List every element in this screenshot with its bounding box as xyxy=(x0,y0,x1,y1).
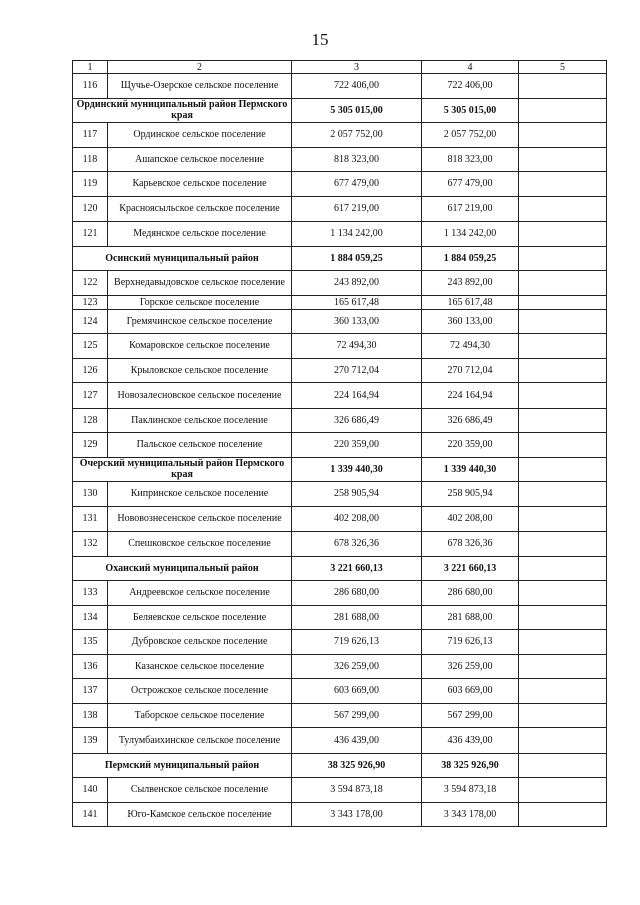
table-row xyxy=(73,802,607,827)
amount-col5 xyxy=(519,482,607,507)
amount-col5 xyxy=(519,383,607,409)
amount-col4: 1 134 242,00 xyxy=(422,222,519,247)
settlement-name: Комаровское сельское поселение xyxy=(108,334,292,359)
settlement-name: Пальское сельское поселение xyxy=(108,433,292,458)
row-number: 117 xyxy=(73,123,108,148)
amount-col3: 224 164,94 xyxy=(292,383,422,409)
amount-col4: 326 259,00 xyxy=(422,654,519,679)
amount-col5 xyxy=(519,172,607,197)
settlement-name: Гремячинское сельское поселение xyxy=(108,309,292,334)
settlement-name: Юго-Камское сельское поселение xyxy=(108,802,292,827)
amount-col4: 243 892,00 xyxy=(422,271,519,296)
amount-col4: 722 406,00 xyxy=(422,74,519,99)
amount-col5 xyxy=(519,581,607,606)
row-number: 135 xyxy=(73,630,108,655)
settlement-name: Крыловское сельское поселение xyxy=(108,358,292,383)
row-number: 118 xyxy=(73,147,108,172)
page-number: 15 xyxy=(311,30,329,49)
column-header: 1 xyxy=(73,61,108,74)
amount-col3: 617 219,00 xyxy=(292,196,422,222)
amount-col4: 38 325 926,90 xyxy=(422,753,519,778)
amount-col3: 72 494,30 xyxy=(292,334,422,359)
settlement-name: Ординское сельское поселение xyxy=(108,123,292,148)
table-row xyxy=(73,309,607,334)
amount-col5 xyxy=(519,98,607,123)
amount-col5 xyxy=(519,679,607,704)
amount-col3: 258 905,94 xyxy=(292,482,422,507)
amount-col3: 567 299,00 xyxy=(292,703,422,728)
table-row xyxy=(73,222,607,247)
table-row xyxy=(73,196,607,222)
amount-col5 xyxy=(519,246,607,271)
amount-col3: 326 686,49 xyxy=(292,408,422,433)
amount-col4: 1 339 440,30 xyxy=(422,457,519,482)
amount-col3: 360 133,00 xyxy=(292,309,422,334)
amount-col5 xyxy=(519,222,607,247)
amount-col5 xyxy=(519,802,607,827)
amount-col5 xyxy=(519,123,607,148)
amount-col5 xyxy=(519,753,607,778)
amount-col3: 678 326,36 xyxy=(292,532,422,557)
amount-col3: 326 259,00 xyxy=(292,654,422,679)
settlement-name: Тулумбаихинское сельское поселение xyxy=(108,728,292,754)
settlement-name: Медянское сельское поселение xyxy=(108,222,292,247)
settlement-name: Горское сельское поселение xyxy=(108,295,292,309)
amount-col3: 818 323,00 xyxy=(292,147,422,172)
budget-table-body xyxy=(73,61,607,827)
table-row xyxy=(73,703,607,728)
table-row xyxy=(73,358,607,383)
table-row xyxy=(73,679,607,704)
amount-col5 xyxy=(519,630,607,655)
amount-col3: 1 339 440,30 xyxy=(292,457,422,482)
row-number: 130 xyxy=(73,482,108,507)
row-number: 116 xyxy=(73,74,108,99)
amount-col4: 5 305 015,00 xyxy=(422,98,519,123)
district-total-row xyxy=(73,753,607,778)
budget-table xyxy=(72,60,607,827)
column-header: 3 xyxy=(292,61,422,74)
amount-col4: 3 221 660,13 xyxy=(422,556,519,581)
amount-col3: 38 325 926,90 xyxy=(292,753,422,778)
row-number: 134 xyxy=(73,605,108,630)
amount-col3: 719 626,13 xyxy=(292,630,422,655)
amount-col5 xyxy=(519,408,607,433)
row-number: 127 xyxy=(73,383,108,409)
table-row xyxy=(73,74,607,99)
district-name: Очерский муниципальный район Пермского края xyxy=(73,457,292,482)
amount-col4: 617 219,00 xyxy=(422,196,519,222)
table-row xyxy=(73,123,607,148)
amount-col3: 3 221 660,13 xyxy=(292,556,422,581)
amount-col3: 286 680,00 xyxy=(292,581,422,606)
row-number: 121 xyxy=(73,222,108,247)
amount-col5 xyxy=(519,271,607,296)
amount-col3: 722 406,00 xyxy=(292,74,422,99)
row-number: 138 xyxy=(73,703,108,728)
amount-col4: 220 359,00 xyxy=(422,433,519,458)
table-header-row xyxy=(73,61,607,74)
row-number: 131 xyxy=(73,506,108,532)
settlement-name: Паклинское сельское поселение xyxy=(108,408,292,433)
amount-col5 xyxy=(519,703,607,728)
amount-col4: 224 164,94 xyxy=(422,383,519,409)
amount-col5 xyxy=(519,506,607,532)
column-header: 2 xyxy=(108,61,292,74)
row-number: 119 xyxy=(73,172,108,197)
table-row xyxy=(73,605,607,630)
amount-col5 xyxy=(519,334,607,359)
settlement-name: Таборское сельское поселение xyxy=(108,703,292,728)
table-row xyxy=(73,482,607,507)
settlement-name: Кипринское сельское поселение xyxy=(108,482,292,507)
amount-col3: 677 479,00 xyxy=(292,172,422,197)
amount-col3: 1 884 059,25 xyxy=(292,246,422,271)
amount-col4: 1 884 059,25 xyxy=(422,246,519,271)
row-number: 124 xyxy=(73,309,108,334)
amount-col3: 5 305 015,00 xyxy=(292,98,422,123)
amount-col4: 678 326,36 xyxy=(422,532,519,557)
table-row xyxy=(73,147,607,172)
table-row xyxy=(73,271,607,296)
amount-col4: 436 439,00 xyxy=(422,728,519,754)
district-total-row xyxy=(73,246,607,271)
row-number: 136 xyxy=(73,654,108,679)
amount-col5 xyxy=(519,147,607,172)
settlement-name: Нововознесенское сельское поселение xyxy=(108,506,292,532)
amount-col3: 3 343 178,00 xyxy=(292,802,422,827)
row-number: 137 xyxy=(73,679,108,704)
table-row xyxy=(73,433,607,458)
table-row xyxy=(73,295,607,309)
row-number: 139 xyxy=(73,728,108,754)
amount-col5 xyxy=(519,457,607,482)
row-number: 126 xyxy=(73,358,108,383)
table-row xyxy=(73,334,607,359)
table-row xyxy=(73,532,607,557)
amount-col4: 3 594 873,18 xyxy=(422,778,519,803)
settlement-name: Спешковское сельское поселение xyxy=(108,532,292,557)
amount-col3: 270 712,04 xyxy=(292,358,422,383)
amount-col3: 220 359,00 xyxy=(292,433,422,458)
district-name: Ординский муниципальный район Пермского края xyxy=(73,98,292,123)
amount-col3: 281 688,00 xyxy=(292,605,422,630)
amount-col3: 1 134 242,00 xyxy=(292,222,422,247)
amount-col4: 603 669,00 xyxy=(422,679,519,704)
district-total-row xyxy=(73,556,607,581)
amount-col5 xyxy=(519,728,607,754)
settlement-name: Сылвенское сельское поселение xyxy=(108,778,292,803)
amount-col5 xyxy=(519,74,607,99)
settlement-name: Ашапское сельское поселение xyxy=(108,147,292,172)
amount-col4: 165 617,48 xyxy=(422,295,519,309)
amount-col4: 286 680,00 xyxy=(422,581,519,606)
row-number: 132 xyxy=(73,532,108,557)
amount-col5 xyxy=(519,654,607,679)
amount-col3: 165 617,48 xyxy=(292,295,422,309)
column-header: 4 xyxy=(422,61,519,74)
settlement-name: Новозалесновское сельское поселение xyxy=(108,383,292,409)
amount-col5 xyxy=(519,309,607,334)
amount-col4: 818 323,00 xyxy=(422,147,519,172)
amount-col5 xyxy=(519,433,607,458)
amount-col4: 2 057 752,00 xyxy=(422,123,519,148)
settlement-name: Карьевское сельское поселение xyxy=(108,172,292,197)
amount-col3: 2 057 752,00 xyxy=(292,123,422,148)
amount-col4: 567 299,00 xyxy=(422,703,519,728)
row-number: 123 xyxy=(73,295,108,309)
column-header: 5 xyxy=(519,61,607,74)
table-row xyxy=(73,778,607,803)
row-number: 120 xyxy=(73,196,108,222)
row-number: 140 xyxy=(73,778,108,803)
amount-col5 xyxy=(519,532,607,557)
table-row xyxy=(73,172,607,197)
table-row xyxy=(73,408,607,433)
amount-col4: 326 686,49 xyxy=(422,408,519,433)
table-row xyxy=(73,654,607,679)
amount-col3: 3 594 873,18 xyxy=(292,778,422,803)
district-total-row xyxy=(73,98,607,123)
amount-col4: 281 688,00 xyxy=(422,605,519,630)
amount-col4: 270 712,04 xyxy=(422,358,519,383)
settlement-name: Дубровское сельское поселение xyxy=(108,630,292,655)
district-name: Осинский муниципальный район xyxy=(73,246,292,271)
district-total-row xyxy=(73,457,607,482)
district-name: Пермский муниципальный район xyxy=(73,753,292,778)
amount-col4: 719 626,13 xyxy=(422,630,519,655)
amount-col4: 3 343 178,00 xyxy=(422,802,519,827)
amount-col3: 603 669,00 xyxy=(292,679,422,704)
amount-col5 xyxy=(519,196,607,222)
settlement-name: Андреевское сельское поселение xyxy=(108,581,292,606)
table-row xyxy=(73,383,607,409)
settlement-name: Красноясыльское сельское поселение xyxy=(108,196,292,222)
table-row xyxy=(73,581,607,606)
row-number: 129 xyxy=(73,433,108,458)
row-number: 141 xyxy=(73,802,108,827)
settlement-name: Острожское сельское поселение xyxy=(108,679,292,704)
table-row xyxy=(73,630,607,655)
amount-col3: 436 439,00 xyxy=(292,728,422,754)
amount-col5 xyxy=(519,605,607,630)
district-name: Оханский муниципальный район xyxy=(73,556,292,581)
settlement-name: Щучье-Озерское сельское поселение xyxy=(108,74,292,99)
row-number: 122 xyxy=(73,271,108,296)
amount-col4: 258 905,94 xyxy=(422,482,519,507)
settlement-name: Беляевское сельское поселение xyxy=(108,605,292,630)
settlement-name: Казанское сельское поселение xyxy=(108,654,292,679)
row-number: 128 xyxy=(73,408,108,433)
table-row xyxy=(73,728,607,754)
amount-col4: 677 479,00 xyxy=(422,172,519,197)
row-number: 125 xyxy=(73,334,108,359)
amount-col5 xyxy=(519,295,607,309)
amount-col5 xyxy=(519,778,607,803)
amount-col4: 72 494,30 xyxy=(422,334,519,359)
amount-col3: 402 208,00 xyxy=(292,506,422,532)
amount-col5 xyxy=(519,358,607,383)
table-row xyxy=(73,506,607,532)
settlement-name: Верхнедавыдовское сельское поселение xyxy=(108,271,292,296)
amount-col3: 243 892,00 xyxy=(292,271,422,296)
amount-col4: 360 133,00 xyxy=(422,309,519,334)
row-number: 133 xyxy=(73,581,108,606)
amount-col4: 402 208,00 xyxy=(422,506,519,532)
amount-col5 xyxy=(519,556,607,581)
